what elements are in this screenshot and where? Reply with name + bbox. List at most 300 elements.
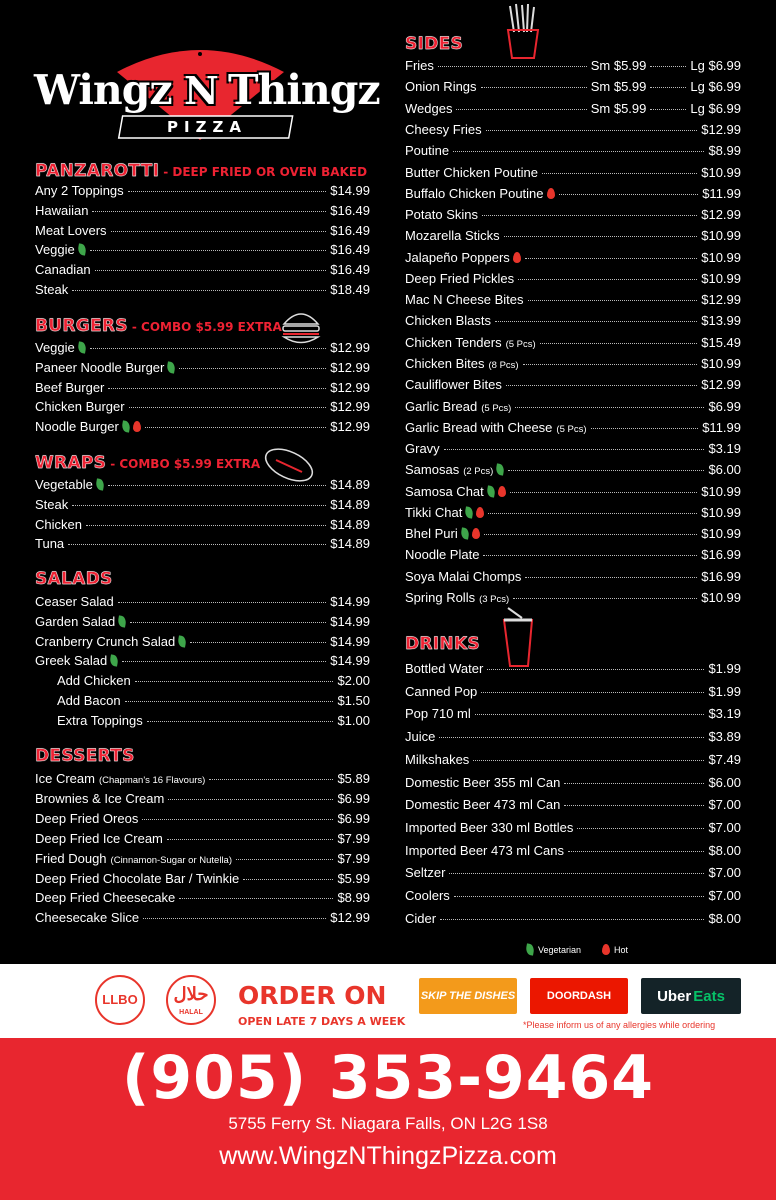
logo [32,40,380,140]
dot-leader [528,300,698,301]
menu-item [405,186,741,206]
logo-wingz: Wingz [34,66,172,114]
item-price: $14.99 [330,613,370,629]
dot-leader [483,555,697,556]
menu-item [405,911,741,931]
section-title: SALADS [35,569,113,589]
item-price: $14.99 [330,653,370,669]
dot-leader [542,173,697,174]
section-subtitle: - COMBO $5.99 EXTRA [131,320,282,334]
item-price: $3.19 [708,706,741,722]
item-name [405,335,536,350]
dot-leader [179,898,333,899]
item-name-text: Add Bacon [57,693,121,708]
dot-leader [190,642,326,643]
eats-label: Eats [693,987,725,1005]
item-name-text: Imported Beer 330 ml Bottles [405,819,574,835]
menu-item [35,634,370,654]
item-name [405,865,445,880]
menu-item [35,419,370,439]
menu-item [35,282,370,302]
item-price: $6.00 [708,462,741,478]
item-price: $12.99 [330,340,370,355]
menu-item [405,143,741,163]
menu-item [405,797,741,817]
item-name-text: Brownies & Ice Cream [35,790,165,806]
order-on-heading: ORDER ON [238,981,387,1010]
item-price: $10.99 [701,504,741,520]
item-name-text: Beef Burger [35,379,105,395]
menu-item [405,165,741,185]
item-price: $15.49 [701,334,741,350]
menu-item [405,526,741,546]
item-name-text: Fried Dough [35,850,107,866]
item-price: $6.00 [708,774,741,790]
item-name [35,183,124,198]
leaf-icon [95,478,105,490]
dot-leader [130,622,326,623]
item-name [35,419,141,434]
item-name [35,831,163,846]
flame-icon [476,507,484,518]
dot-leader [508,470,704,471]
item-name [35,811,138,826]
item-name-text: Jalapeño Poppers [405,249,510,265]
dot-leader [86,525,326,526]
item-name-text: Noodle Plate [405,547,480,563]
item-name-text: Soya Malai Chomps [405,568,522,584]
item-note: (Chapman's 16 Flavours) [98,775,206,786]
menu-item [405,888,741,908]
item-name [405,122,482,137]
menu-item [35,890,370,910]
halal-badge [166,975,216,1025]
leaf-icon [525,943,535,955]
website-link[interactable]: www.WingzNThingzPizza.com [219,1142,557,1170]
dot-leader [143,918,326,919]
item-price: $5.89 [337,771,370,786]
leaf-icon [109,655,119,667]
item-price: $7.00 [708,819,741,835]
dot-leader [122,661,326,662]
leaf-icon [460,528,470,540]
section-heading-drinks [405,634,480,654]
item-price-large: Lg $6.99 [690,100,741,116]
dot-leader [72,290,326,291]
dot-leader [540,343,698,344]
flame-icon [133,421,141,432]
menu-item [405,484,741,504]
item-name [405,684,477,699]
menu-item [35,183,370,203]
drink-cup-icon [498,606,540,668]
item-price: $3.89 [708,729,741,745]
item-name-text: Cheesecake Slice [35,910,140,926]
dot-leader [482,215,697,216]
menu-item [35,910,370,930]
item-name [35,594,114,609]
menu-item [405,547,741,567]
item-name [35,477,104,492]
item-price: $12.99 [701,292,741,308]
menu-item [57,713,370,733]
item-name [35,242,86,257]
item-price: $1.99 [708,661,741,676]
dot-leader [128,191,327,192]
item-price: $12.99 [701,207,741,223]
item-name-text: Veggie [35,242,75,258]
dot-leader [90,348,326,349]
item-name-text: Deep Fried Ice Cream [35,830,163,846]
menu-item-sized [405,58,741,78]
item-price: $16.49 [330,202,370,218]
item-price: $10.99 [701,355,741,371]
menu-item [35,594,370,614]
item-price: $1.00 [337,712,370,728]
item-price: $16.99 [701,568,741,584]
item-name [35,634,186,649]
fries-icon [502,2,544,60]
menu-item [405,505,741,525]
menu-item [35,242,370,262]
menu-item [405,377,741,397]
leaf-icon [121,421,131,433]
item-price: $14.89 [330,536,370,552]
dot-leader [68,544,326,545]
menu-item [35,851,370,871]
item-name-text: Noodle Burger [35,419,119,435]
item-price: $10.99 [701,249,741,265]
item-name-text: Gravy [405,441,440,457]
item-name [405,420,587,435]
section-heading-salads [35,569,113,589]
dot-leader [525,258,697,259]
item-name [35,282,68,297]
item-name-text: Paneer Noodle Burger [35,359,165,375]
item-name-text: Extra Toppings [57,712,143,728]
item-price: $12.99 [330,379,370,395]
item-price: $7.00 [708,865,741,881]
dot-leader [495,321,697,322]
item-name [405,143,449,158]
item-name [405,462,504,477]
item-name [35,653,118,668]
item-price: $12.99 [330,399,370,415]
dot-leader [513,598,697,599]
menu-item [405,441,741,461]
doordash-logo[interactable] [530,978,628,1014]
item-name [405,228,500,243]
dot-leader [650,109,686,110]
menu-item [405,752,741,772]
item-name-text: Cranberry Crunch Salad [35,633,176,649]
dot-leader [510,492,697,493]
menu-item [405,335,741,355]
item-name-text: Poutine [405,143,450,159]
skip-the-dishes-logo[interactable] [419,978,517,1014]
dot-leader [453,151,704,152]
dot-leader [439,737,704,738]
dot-leader [167,839,334,840]
menu-item [35,871,370,891]
item-name-text: Greek Salad [35,653,108,669]
logo-thingz: Thingz [228,66,380,114]
item-name-text: Chicken Tenders [405,334,502,350]
item-name [35,851,232,866]
item-price: $12.99 [330,910,370,926]
leaf-icon [486,485,496,497]
item-name [405,250,521,265]
leaf-icon [166,361,176,373]
item-note: (2 Pcs) [463,466,494,478]
dot-leader [118,602,326,603]
logo-pizza: PIZZA [167,118,247,136]
item-name-text: Milkshakes [405,751,470,767]
leaf-icon [495,464,505,476]
item-name-text: Domestic Beer 473 ml Can [405,797,561,813]
item-name-text: Seltzer [405,865,446,881]
item-name-text: Tikki Chat [405,504,463,520]
item-price: $8.00 [708,910,741,926]
menu-item [405,420,741,440]
item-price: $7.49 [708,751,741,767]
address: 5755 Ferry St. Niagara Falls, ON L2G 1S8 [228,1114,548,1133]
item-price: $14.99 [330,633,370,649]
item-name-text: Vegetable [35,477,93,492]
item-name [405,526,480,541]
menu-item [35,399,370,419]
menu-item [35,614,370,634]
item-name [405,820,573,835]
item-name-text: Samosa Chat [405,483,484,499]
menu-item [35,791,370,811]
item-price: $8.99 [708,143,741,159]
dot-leader [209,779,333,780]
item-price: $18.49 [330,282,370,297]
menu-item [405,228,741,248]
item-name [35,910,139,925]
menu-item [405,271,741,291]
item-name-text: Chicken Bites [405,355,485,371]
section-title: DESSERTS [35,746,135,766]
dot-leader [564,783,704,784]
menu-item-sized [405,101,741,121]
item-name-text: Cheesy Fries [405,122,482,137]
item-name [35,203,88,218]
item-price-small: Sm $5.99 [590,79,647,95]
item-note: (8 Pcs) [488,359,519,371]
item-name: Wedges [405,100,453,116]
llbo-badge: LLBO [95,975,145,1025]
item-price: $8.99 [337,890,370,906]
dot-leader [90,250,326,251]
item-price: $11.99 [702,185,741,201]
dot-leader [650,87,686,88]
item-price: $14.89 [330,477,370,492]
item-name [35,871,239,886]
menu-item [35,771,370,791]
item-price: $12.99 [330,359,370,375]
item-price-large: Lg $6.99 [690,79,741,95]
item-name [405,843,564,858]
item-name [405,207,478,222]
allergy-note: *Please inform us of any allergies while ordering [523,1020,716,1030]
menu-item [35,477,370,497]
item-name [405,752,469,767]
dot-leader [444,449,705,450]
item-name [405,484,506,499]
item-price: $12.99 [701,122,741,137]
item-name [57,693,121,708]
item-name [405,441,440,456]
dot-leader [168,799,333,800]
menu-item [405,313,741,333]
item-name-text: Garlic Bread [405,398,478,414]
item-name-text: Any 2 Toppings [35,183,124,198]
menu-item [35,811,370,831]
item-price: $10.99 [701,228,741,244]
menu-item [35,262,370,282]
section-title: BURGERS [35,316,128,336]
item-name-text: Cauliflower Bites [405,377,502,393]
open-late-text: OPEN LATE 7 DAYS A WEEK [238,1015,406,1028]
dot-leader [438,66,587,67]
item-name [405,399,511,414]
item-price: $16.49 [330,242,370,258]
menu-item [35,517,370,537]
item-name-text: Mac N Cheese Bites [405,292,524,308]
leaf-icon [464,506,474,518]
item-name-text: Chicken Blasts [405,313,491,329]
uber-eats-logo[interactable] [641,978,741,1014]
item-name [405,271,514,286]
legend-vegetarian: Vegetarian [538,944,582,955]
item-name [405,356,519,371]
dot-leader [142,819,333,820]
item-price: $10.99 [701,483,741,499]
item-name-text: Garlic Bread with Cheese [405,419,553,435]
item-price: $6.99 [337,810,370,826]
item-price: $3.19 [708,441,741,457]
menu-item [57,673,370,693]
item-name: Fries [405,58,434,73]
dot-leader [473,760,704,761]
item-name [405,797,560,812]
dot-leader [650,66,686,67]
dot-leader [568,851,704,852]
item-name-text: Deep Fried Oreos [35,810,139,826]
flame-icon [602,944,610,955]
item-price-small: Sm $5.99 [590,100,647,116]
dot-leader [591,428,699,429]
item-name [35,771,205,786]
uber-label: Uber [657,987,692,1005]
item-price: $7.00 [708,797,741,813]
phone-number[interactable]: (905) 353-9464 [121,1043,655,1113]
item-name-text: Coolers [405,888,450,903]
section-title: SIDES [405,34,464,54]
dot-leader [577,828,704,829]
item-name [405,165,538,180]
dot-leader [92,211,326,212]
item-name [405,313,491,328]
item-name-text: Steak [35,496,69,512]
item-name [35,340,86,355]
section-heading-panzarotti [35,161,367,181]
dot-leader [515,407,704,408]
item-name-text: Bhel Puri [405,526,458,542]
item-price: $7.99 [337,830,370,846]
item-name [35,380,104,395]
item-name [405,377,502,392]
item-name-text: Pop 710 ml [405,706,471,722]
menu-item [35,360,370,380]
dot-leader [481,692,704,693]
dot-leader [523,364,698,365]
item-name [405,729,435,744]
skip-label: SKIP THE DISHES [420,990,516,1002]
item-note: (5 Pcs) [481,402,512,414]
dot-leader [456,109,586,110]
menu-item [405,462,741,482]
dot-leader [486,130,698,131]
menu-item [405,775,741,795]
dot-leader [129,407,327,408]
item-name-text: Bottled Water [405,661,484,676]
dot-leader [564,805,704,806]
halal-label: HALAL [179,1009,203,1016]
menu-item [35,203,370,223]
item-price: $2.00 [337,673,370,689]
doordash-label: DOORDASH [546,990,612,1002]
item-price: $12.99 [330,419,370,435]
item-price-large: Lg $6.99 [690,58,741,73]
item-name [405,292,524,307]
menu-item [405,843,741,863]
flame-icon [513,252,521,263]
leaf-icon [77,244,87,256]
dot-leader [487,669,704,670]
section-subtitle: - COMBO $5.99 EXTRA [110,457,261,471]
flame-icon [547,188,555,199]
menu-item [35,653,370,673]
dot-leader [145,427,326,428]
menu-item [57,693,370,713]
logo-n: N [184,68,218,113]
item-name-text: Imported Beer 473 ml Cans [405,842,564,858]
menu-item [35,497,370,517]
dot-leader [243,879,333,880]
item-price: $10.99 [701,270,741,286]
item-name-text: Ice Cream [35,771,95,786]
item-price: $14.99 [330,183,370,198]
item-price: $12.99 [701,377,741,393]
dot-leader [95,270,327,271]
item-name-text: Mozarella Sticks [405,228,500,244]
menu-item [35,536,370,556]
dot-leader [504,236,698,237]
item-price: $6.99 [337,790,370,806]
menu-item [405,684,741,704]
item-name-text: Deep Fried Pickles [405,270,515,286]
item-name-text: Cider [405,910,437,926]
item-price: $10.99 [701,164,741,180]
section-heading-wraps [35,453,260,473]
item-name-text: Spring Rolls [405,589,476,605]
item-price: $13.99 [701,313,741,329]
leaf-icon [77,341,87,353]
menu-item [405,820,741,840]
